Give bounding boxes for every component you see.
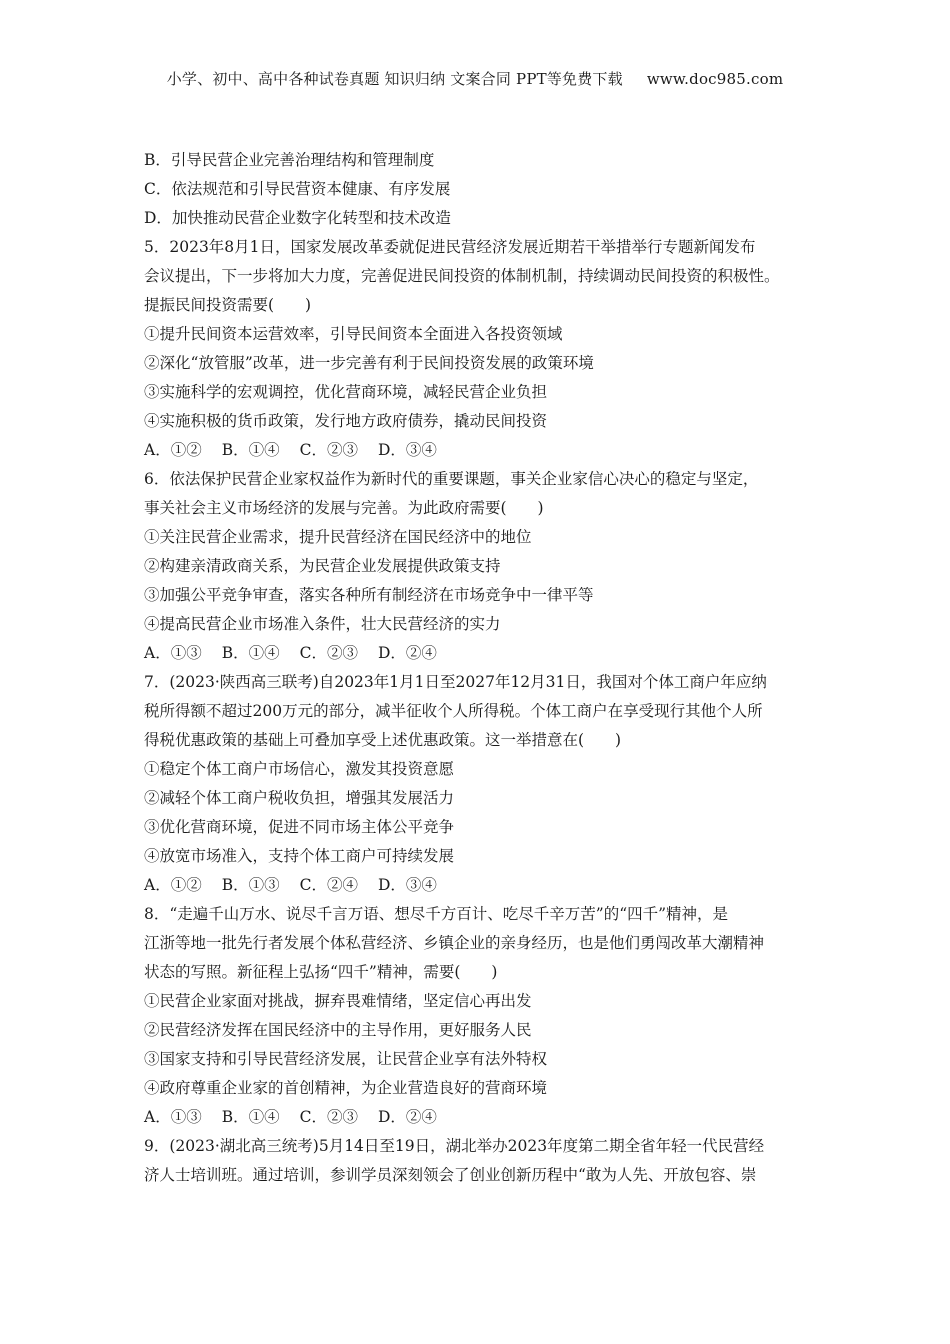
answer-choice: C．②④ [299, 876, 358, 894]
text-line: ③国家支持和引导民营经济发展，让民营企业享有法外特权 [144, 1050, 548, 1068]
answer-choice: D．③④ [377, 876, 437, 894]
text-line: ②民营经济发挥在国民经济中的主导作用，更好服务人民 [144, 1021, 532, 1039]
answer-choices [144, 871, 834, 900]
text-line: ④政府尊重企业家的首创精神，为企业营造良好的营商环境 [144, 1079, 548, 1097]
text-line: ②构建亲清政商关系，为民营企业发展提供政策支持 [144, 557, 501, 575]
text-line: 会议提出，下一步将加大力度，完善促进民间投资的体制机制，持续调动民间投资的积极性。 [144, 267, 780, 285]
answer-choice: A．①③ [144, 644, 202, 662]
page-header [0, 68, 950, 89]
text-line: 提振民间投资需要( ) [144, 296, 312, 314]
text-line: ③加强公平竞争审查，落实各种所有制经济在市场竞争中一律平等 [144, 586, 594, 604]
answer-choice: B．①④ [221, 441, 280, 459]
answer-choice: B．①③ [221, 876, 280, 894]
text-line: B．引导民营企业完善治理结构和管理制度 [144, 151, 435, 169]
text-line: D．加快推动民营企业数字化转型和技术改造 [144, 209, 451, 227]
text-line: ④实施积极的货币政策，发行地方政府债券，撬动民间投资 [144, 412, 548, 430]
text-line: ②深化“放管服”改革，进一步完善有利于民间投资发展的政策环境 [144, 354, 594, 372]
text-line: ①关注民营企业需求，提升民营经济在国民经济中的地位 [144, 528, 532, 546]
text-line: ②减轻个体工商户税收负担，增强其发展活力 [144, 789, 455, 807]
answer-choice: C．②③ [299, 441, 358, 459]
text-line: 得税优惠政策的基础上可叠加享受上述优惠政策。这一举措意在( ) [144, 731, 622, 749]
text-line: ③优化营商环境，促进不同市场主体公平竞争 [144, 818, 455, 836]
answer-choice: D．③④ [377, 441, 437, 459]
text-line: C．依法规范和引导民营资本健康、有序发展 [144, 180, 451, 198]
answer-choice: C．②③ [299, 644, 358, 662]
answer-choice: A．①③ [144, 1108, 202, 1126]
text-line: 江浙等地一批先行者发展个体私营经济、乡镇企业的亲身经历，也是他们勇闯改革大潮精神 [144, 934, 765, 952]
answer-choices [144, 639, 834, 668]
text-line: 7．(2023·陕西高三联考)自2023年1月1日至2027年12月31日，我国对个体工商户年应纳 [144, 673, 767, 691]
text-line: 事关社会主义市场经济的发展与完善。为此政府需要( ) [144, 499, 544, 517]
text-line: 5．2023年8月1日，国家发展改革委就促进民营经济发展近期若干举措举行专题新闻发布 [144, 238, 756, 256]
answer-choices [144, 436, 834, 465]
answer-choices [144, 1103, 834, 1132]
text-line: ①民营企业家面对挑战，摒弃畏难情绪，坚定信心再出发 [144, 992, 532, 1010]
text-line: ④提高民营企业市场准入条件，壮大民营经济的实力 [144, 615, 501, 633]
answer-choice: B．①④ [221, 644, 280, 662]
answer-choice: A．①② [144, 441, 202, 459]
answer-choice: B．①④ [221, 1108, 280, 1126]
text-line: 税所得额不超过200万元的部分，减半征收个人所得税。个体工商户在享受现行其他个人所 [144, 702, 763, 720]
text-line: 状态的写照。新征程上弘扬“四千”精神，需要( ) [144, 963, 498, 981]
answer-choice: C．②③ [299, 1108, 358, 1126]
text-line: ③实施科学的宏观调控，优化营商环境，减轻民营企业负担 [144, 383, 548, 401]
answer-choice: D．②④ [377, 644, 437, 662]
text-line: 济人士培训班。通过培训，参训学员深刻领会了创业创新历程中“敢为人先、开放包容、崇 [144, 1166, 757, 1184]
answer-choice: A．①② [144, 876, 202, 894]
text-line: 8．“走遍千山万水、说尽千言万语、想尽千方百计、吃尽千辛万苦”的“四千”精神，是 [144, 905, 729, 923]
text-line: ④放宽市场准入，支持个体工商户可持续发展 [144, 847, 455, 865]
document-body [144, 146, 834, 1190]
answer-choice: D．②④ [377, 1108, 437, 1126]
header-text: 小学、初中、高中各种试卷真题 知识归纳 文案合同 PPT等免费下载 [166, 70, 623, 88]
text-line: 6．依法保护民营企业家权益作为新时代的重要课题，事关企业家信心决心的稳定与坚定， [144, 470, 759, 488]
text-line: 9．(2023·湖北高三统考)5月14日至19日，湖北举办2023年度第二期全省年轻一代民营经 [144, 1137, 765, 1155]
text-line: ①提升民间资本运营效率，引导民间资本全面进入各投资领域 [144, 325, 563, 343]
header-url: www.doc985.com [646, 70, 784, 88]
text-line: ①稳定个体工商户市场信心，激发其投资意愿 [144, 760, 455, 778]
